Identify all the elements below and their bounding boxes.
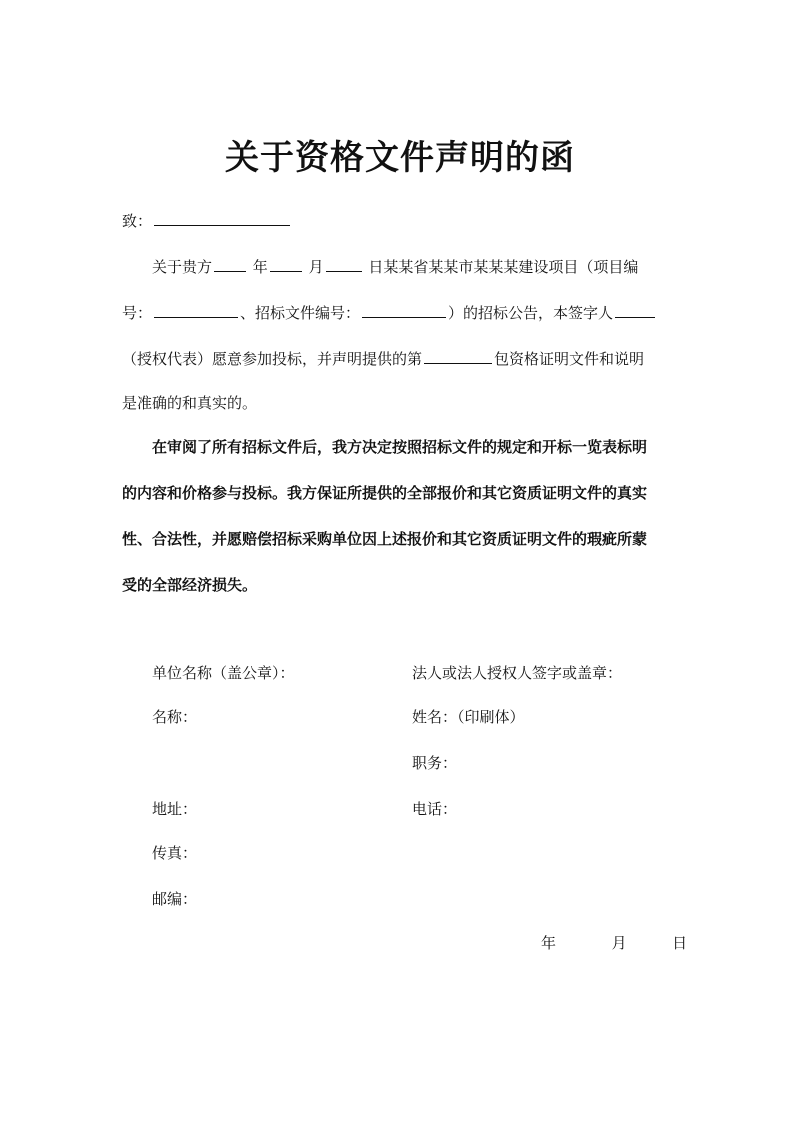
phone-label: 电话： <box>412 800 458 818</box>
para1-text-b: 日某某省某某市某某某建设项目（项目编 <box>368 258 639 276</box>
project-no-blank[interactable] <box>154 316 238 318</box>
project-no-label: 号： <box>122 304 153 322</box>
person-name-label: 姓名：（印刷体） <box>412 708 525 726</box>
para1-text-e: 包资格证明文件和说明 <box>494 350 645 368</box>
signer-blank[interactable] <box>615 316 655 318</box>
para1-line1 <box>152 256 638 277</box>
address-label: 地址： <box>152 800 198 818</box>
name-label: 名称： <box>152 708 198 726</box>
unit-name-seal-label: 单位名称（盖公章）： <box>152 664 295 682</box>
para2-line3: 性、合法性，并愿赔偿招标采购单位因上述报价和其它资质证明文件的瑕疵所蒙 <box>122 530 648 548</box>
position-label: 职务： <box>412 754 458 772</box>
date-line <box>541 932 687 953</box>
tender-no-blank[interactable] <box>362 316 446 318</box>
para1-text-c: ）的招标公告，本签字人 <box>448 304 614 322</box>
para1-line3 <box>122 348 644 369</box>
document-title: 关于资格文件声明的函 <box>225 138 575 178</box>
para2-line1: 在审阅了所有招标文件后，我方决定按照招标文件的规定和开标一览表标明 <box>152 438 648 456</box>
postcode-label: 邮编： <box>152 890 198 908</box>
to-label: 致： <box>122 212 153 230</box>
year-label: 年 <box>252 258 268 276</box>
recipient-blank[interactable] <box>154 224 290 226</box>
para2-line2: 的内容和价格参与投标。我方保证所提供的全部报价和其它资质证明文件的真实 <box>122 484 648 502</box>
para2-line4: 受的全部经济损失。 <box>122 576 258 594</box>
para1-text-a: 关于贵方 <box>152 258 213 276</box>
recipient-line <box>122 210 292 231</box>
date-month: 月 <box>611 934 627 952</box>
month-blank[interactable] <box>270 270 302 272</box>
date-day: 日 <box>672 934 688 952</box>
para1-line4: 是准确的和真实的。 <box>122 394 258 412</box>
tender-no-label: 、招标文件编号： <box>240 304 361 322</box>
legal-sign-label: 法人或法人授权人签字或盖章： <box>412 664 623 682</box>
year-blank[interactable] <box>214 270 246 272</box>
day-blank[interactable] <box>326 270 362 272</box>
month-label: 月 <box>308 258 324 276</box>
para1-line2 <box>122 302 657 323</box>
date-year: 年 <box>541 934 557 952</box>
para1-text-d: （授权代表）愿意参加投标，并声明提供的第 <box>122 350 423 368</box>
package-blank[interactable] <box>424 362 492 364</box>
fax-label: 传真： <box>152 844 198 862</box>
